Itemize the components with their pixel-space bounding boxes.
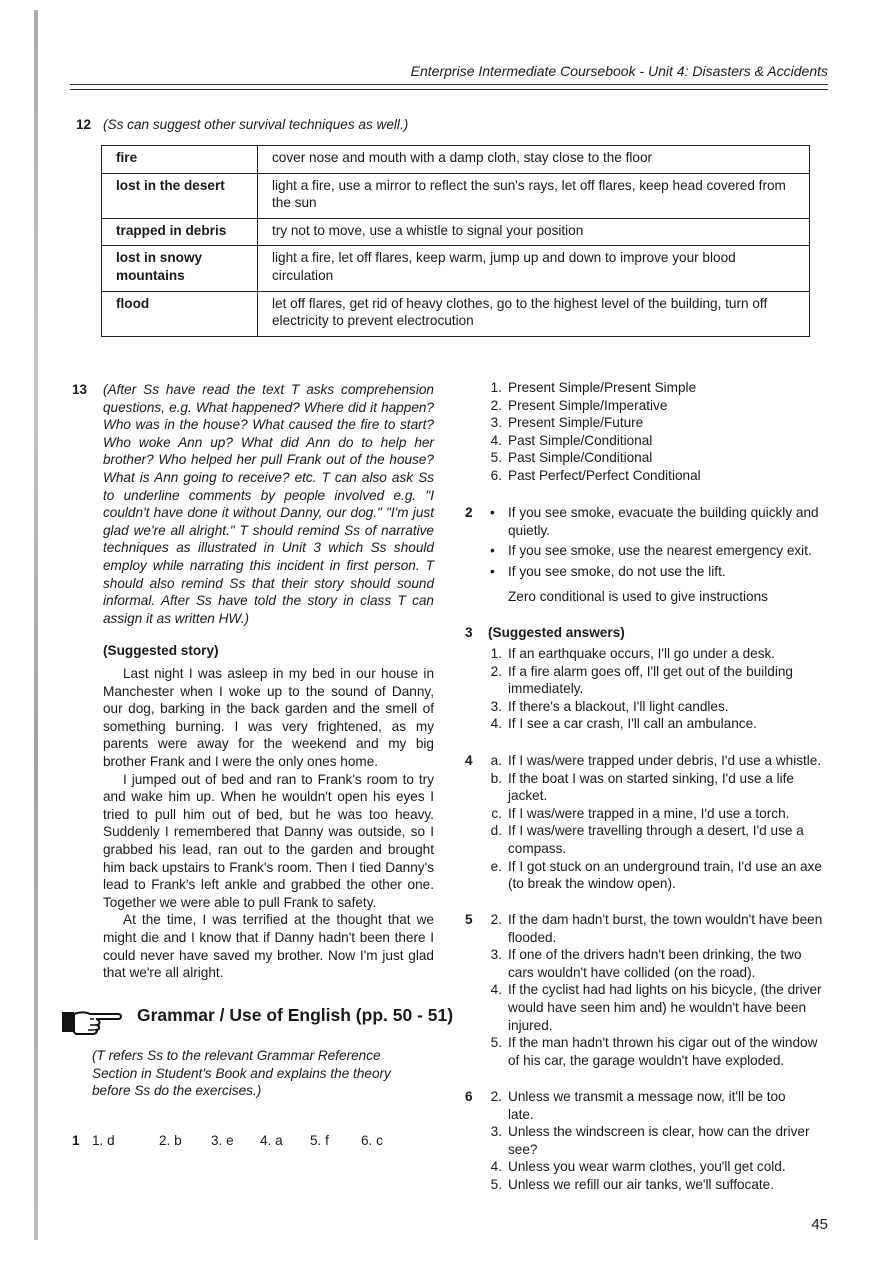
exercise-note: (After Ss have read the text T asks comprehension questions, e.g. What happened? Where did it happen? Who was in the house? What caused the fire to start? Who woke Ann up? What did Ann do to help her brother? Who helped her pull Frank out of the house? What is Ann going to receive? etc. T can also ask Ss to underline comments by people involved e.g. "I couldn't have done it without Danny, our dog." "I'm just glad we're all alright." T should remind Ss of narrative techniques as illustrated in Unit 3 which Ss should employ while narrating this incident in first person. T should also remind Ss that their story should sound informal. After Ss have told the story in class T can assign it as written HW.) — [103, 382, 434, 626]
item-text: If one of the drivers hadn't been drinking, the two cars wouldn't have collided (on the road). — [508, 947, 802, 980]
item-number: b. — [490, 770, 502, 786]
list-item — [484, 379, 829, 397]
exercise-number: 6 — [465, 1089, 473, 1104]
scan-edge — [34, 10, 38, 1240]
list-item — [484, 1034, 829, 1069]
list-item — [484, 698, 829, 716]
section-note: (T refers Ss to the relevant Grammar Reference Section in Student's Book and explains the theory before Ss do the exercises.) — [92, 1048, 391, 1099]
list-item: • If you see smoke, evacuate the building quickly and quietly. — [488, 504, 830, 539]
answer-item: 5. f — [310, 1133, 329, 1148]
item-text: Present Simple/Imperative — [508, 397, 668, 413]
item-number: 4. — [490, 1159, 502, 1175]
item-number: c. — [491, 805, 502, 821]
item-number: 5. — [490, 1176, 502, 1192]
story-paragraph: Last night I was asleep in my bed in our house in Manchester when I woke up to the sound of Danny, our dog, barking in the back garden and the smell of something burning. I was very frightened, as my parents were away for the weekend and my big brother Frank and I were the only ones home. — [103, 666, 434, 769]
item-text: If I see a car crash, I'll call an ambulance. — [508, 716, 757, 732]
situation-cell: trapped in debris — [102, 218, 258, 246]
item-text: If the boat I was on started sinking, I'd use a life jacket. — [508, 770, 794, 804]
list-item — [484, 858, 832, 893]
item-number: 2. — [490, 397, 502, 413]
list-item — [484, 1176, 814, 1194]
item-text: Present Simple/Future — [508, 415, 644, 431]
answer-item: 1. d — [92, 1133, 115, 1148]
exercise-number: 3 — [465, 625, 473, 640]
item-text: If I was/were trapped in a mine, I'd use a torch. — [508, 805, 790, 821]
item-number: 3. — [490, 698, 502, 714]
answer-item: 6. c — [361, 1133, 383, 1148]
tense-list — [484, 379, 829, 485]
item-number: 2. — [490, 663, 502, 679]
list-item — [484, 822, 832, 857]
item-text: Past Simple/Conditional — [508, 432, 653, 448]
survival-table — [101, 145, 810, 337]
exercise-number: 13 — [72, 382, 88, 397]
tips-cell: cover nose and mouth with a damp cloth, stay close to the floor — [258, 146, 810, 174]
tips-cell: light a fire, let off flares, keep warm, jump up and down to improve your blood circulation — [258, 246, 810, 291]
item-number: 2. — [490, 912, 502, 927]
exercise-number: 12 — [76, 117, 92, 132]
table-row — [102, 146, 810, 174]
item-number: 4. — [490, 716, 502, 732]
item-text: Unless we refill our air tanks, we'll suffocate. — [508, 1176, 775, 1192]
exercise-note: Zero conditional is used to give instructions — [508, 589, 768, 604]
list-item — [484, 1158, 814, 1176]
tips-cell: let off flares, get rid of heavy clothes, go to the highest level of the building, turn off electricity to prevent electrocution — [258, 291, 810, 336]
header-rule — [70, 84, 828, 85]
situation-cell: flood — [102, 291, 258, 336]
table-row — [102, 246, 810, 291]
item-number: 2. — [490, 1089, 502, 1104]
item-text: Past Simple/Conditional — [508, 450, 653, 466]
exercise-number: 1 — [72, 1133, 80, 1148]
list-item — [484, 414, 829, 432]
item-number: 3. — [490, 947, 502, 963]
item-text: Unless you wear warm clothes, you'll get cold. — [508, 1159, 786, 1175]
item-text: Present Simple/Present Simple — [508, 380, 697, 395]
item-number: 5. — [490, 450, 502, 466]
item-text: If I was/were trapped under debris, I'd use a whistle. — [508, 753, 822, 768]
list-item — [484, 663, 829, 698]
list-item: • If you see smoke, use the nearest emergency exit. — [488, 542, 830, 560]
page-number: 45 — [811, 1216, 828, 1233]
item-number: 3. — [490, 415, 502, 431]
item-number: 1. — [490, 380, 502, 395]
list-item: • If you see smoke, do not use the lift. — [488, 563, 830, 581]
exercise-number: 2 — [465, 505, 473, 520]
list-item — [484, 1088, 814, 1123]
item-text: If the dam hadn't burst, the town wouldn't have been flooded. — [508, 912, 823, 945]
story — [103, 665, 434, 982]
list-item — [484, 645, 829, 663]
item-text: If an earthquake occurs, I'll go under a desk. — [508, 646, 776, 661]
item-text: If I was/were travelling through a desert, I'd use a compass. — [508, 823, 804, 856]
item-text: If I got stuck on an underground train, I'd use an axe (to break the window open). — [508, 858, 822, 892]
header-rule — [70, 89, 828, 90]
list-item — [484, 432, 829, 450]
list-item — [484, 911, 829, 946]
exercise-number: 5 — [465, 912, 473, 927]
tips-cell: try not to move, use a whistle to signal your position — [258, 218, 810, 246]
answer-list — [484, 911, 829, 1069]
list-item — [484, 467, 829, 485]
item-text: Unless the windscreen is clear, how can the driver see? — [508, 1124, 810, 1157]
item-text: If the man hadn't thrown his cigar out of the window of his car, the garage wouldn't have exploded. — [508, 1035, 818, 1068]
table-row — [102, 173, 810, 218]
item-number: a. — [490, 753, 502, 768]
situation-cell: lost in snowy mountains — [102, 246, 258, 291]
exercise-note: (Ss can suggest other survival techniques as well.) — [103, 117, 409, 132]
item-number: 1. — [490, 646, 502, 661]
item-number: e. — [490, 858, 502, 874]
item-number: 5. — [490, 1035, 502, 1051]
item-text: If a fire alarm goes off, I'll get out of the building immediately. — [508, 663, 793, 697]
story-heading: (Suggested story) — [103, 643, 219, 658]
answer-list — [484, 1088, 814, 1194]
list-item — [484, 715, 829, 733]
section-title: Grammar / Use of English (pp. 50 - 51) — [137, 1005, 454, 1025]
answers-heading: (Suggested answers) — [488, 625, 625, 640]
item-number: 4. — [490, 982, 502, 998]
running-header: Enterprise Intermediate Coursebook - Unit 4: Disasters & Accidents — [410, 63, 828, 79]
exercise-number: 4 — [465, 753, 473, 768]
situation-cell: lost in the desert — [102, 173, 258, 218]
item-text: Unless we transmit a message now, it'll be too late. — [508, 1089, 786, 1122]
answer-list — [484, 645, 829, 733]
list-item — [484, 449, 829, 467]
item-text: Past Perfect/Perfect Conditional — [508, 467, 701, 483]
tips-cell: light a fire, use a mirror to reflect the sun's rays, let off flares, keep head covered from the sun — [258, 173, 810, 218]
list-item — [484, 805, 832, 823]
answer-item: 2. b — [159, 1133, 182, 1148]
bullet-list — [488, 504, 830, 580]
item-number: 6. — [490, 467, 502, 483]
table-row — [102, 218, 810, 246]
situation-cell: fire — [102, 146, 258, 174]
item-number: d. — [490, 823, 502, 839]
story-paragraph: I jumped out of bed and ran to Frank's room to try and wake him up. When he wouldn't open his eyes I tried to pull him out of bed, but he was too heavy. Suddenly I remembered that Danny was outside, so I grabbed his lead, ran out to the garden and brought him back upstairs to Frank's room. Then I tied Danny's lead to Frank's left ankle and grabbed the other one. Together we were able to pull Frank to safety. — [103, 771, 434, 910]
answer-item: 4. a — [260, 1133, 283, 1148]
pointing-hand-icon — [60, 1008, 126, 1036]
list-item — [484, 946, 829, 981]
story-paragraph: At the time, I was terrified at the thought that we might die and I know that if Danny hadn't been there I could never have saved my brother. Now I'm just glad that we're all alright. — [103, 912, 434, 981]
item-number: 3. — [490, 1124, 502, 1140]
item-number: 4. — [490, 432, 502, 448]
answer-list — [484, 752, 832, 893]
item-text: If there's a blackout, I'll light candles. — [508, 698, 729, 714]
list-item — [484, 770, 832, 805]
item-text: If the cyclist had had lights on his bicycle, (the driver would have seen him and) he wouldn't have been injured. — [508, 982, 822, 1033]
table-row — [102, 291, 810, 336]
list-item — [484, 981, 829, 1034]
list-item — [484, 397, 829, 415]
list-item — [484, 1123, 814, 1158]
list-item — [484, 752, 832, 770]
answer-item: 3. e — [211, 1133, 234, 1148]
